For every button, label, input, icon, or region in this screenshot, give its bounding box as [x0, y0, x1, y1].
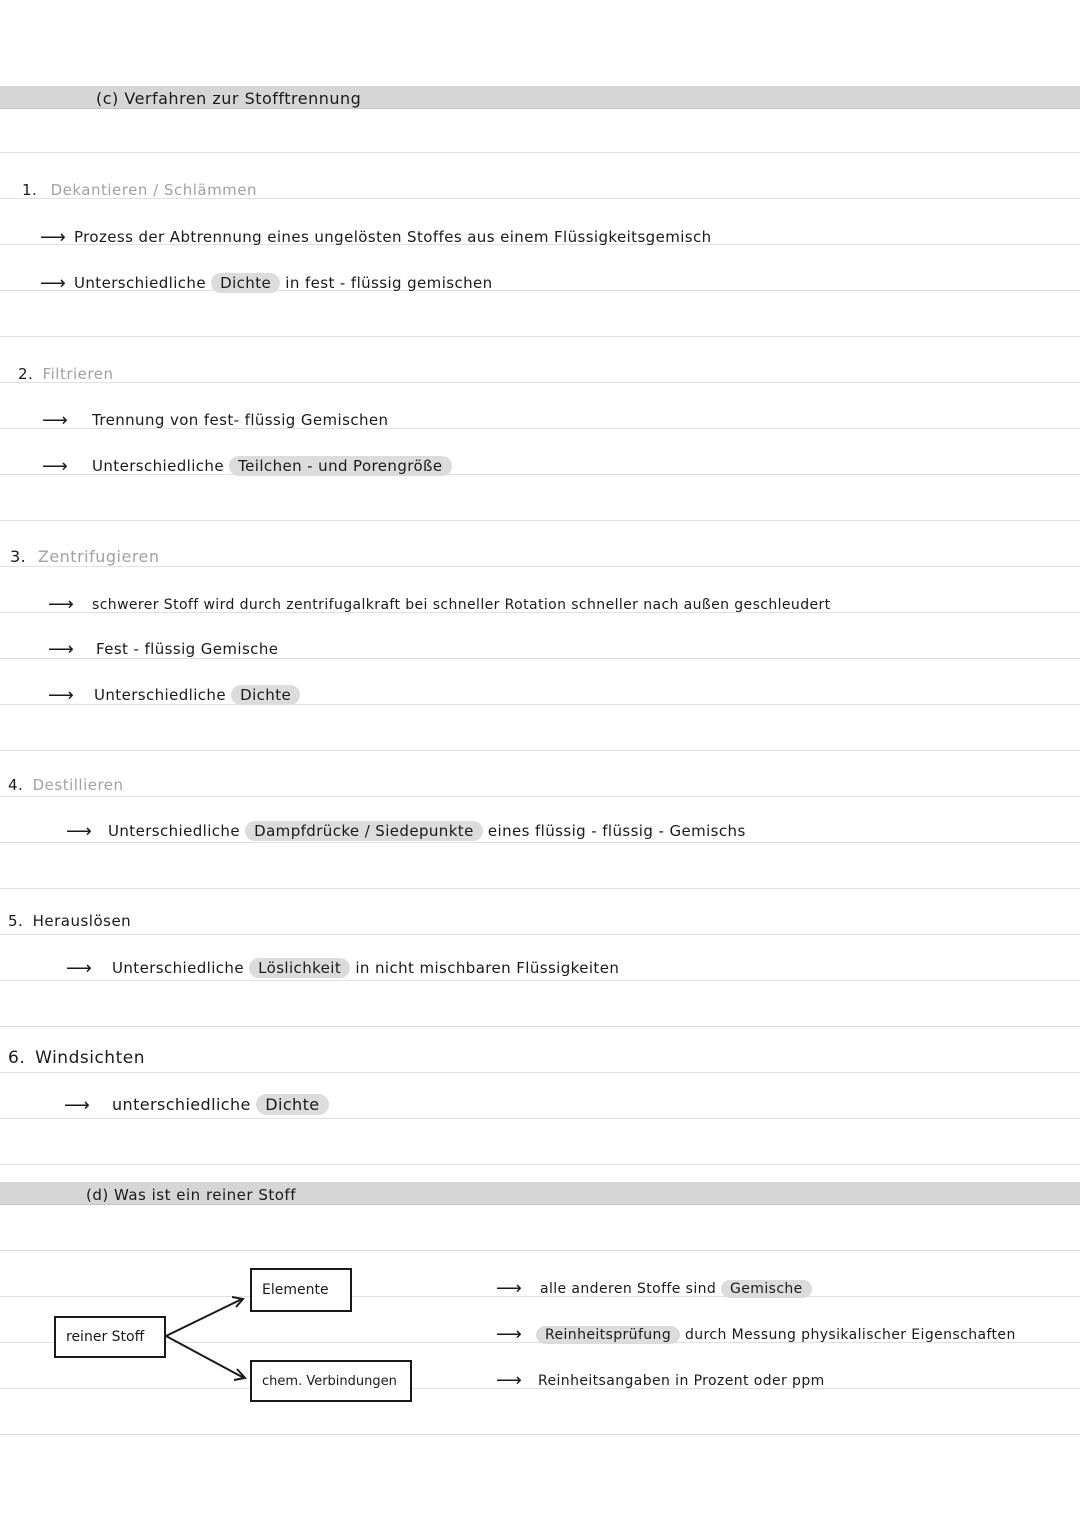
arrow-icon: ⟶: [42, 456, 69, 477]
method-1-name: Dekantieren / Schlämmen: [50, 181, 258, 199]
method-3-line-1: ⟶ schwerer Stoff wird durch zentrifugalkraft bei schneller Rotation schneller nach außen geschleudert: [48, 594, 831, 615]
method-1-line-2: ⟶ Unterschiedliche Dichte in fest - flüssig gemischen: [40, 273, 493, 294]
diagram-root-label: reiner Stoff: [66, 1329, 145, 1345]
note-2: ⟶ Reinheitsprüfung durch Messung physikalischer Eigenschaften: [496, 1324, 1016, 1345]
arrow-icon: ⟶: [64, 1095, 91, 1116]
highlight: Löslichkeit: [249, 958, 350, 978]
connector-bottom: [166, 1336, 244, 1378]
arrow-icon: ⟶: [496, 1370, 523, 1391]
arrow-icon: ⟶: [40, 273, 67, 294]
method-6-line-1: ⟶ unterschiedliche Dichte: [64, 1095, 329, 1116]
method-1-number: 1.: [22, 181, 38, 199]
method-6-number: 6.: [8, 1048, 26, 1068]
arrow-icon: ⟶: [66, 821, 93, 842]
note-1: ⟶ alle anderen Stoffe sind Gemische: [496, 1278, 812, 1299]
method-4-line-1: ⟶ Unterschiedliche Dampfdrücke / Siedepunkte eines flüssig - flüssig - Gemischs: [66, 821, 746, 842]
method-2-name: Filtrieren: [42, 365, 114, 383]
arrow-icon: ⟶: [496, 1278, 523, 1299]
method-3-number: 3.: [10, 547, 27, 566]
note-3: ⟶ Reinheitsangaben in Prozent oder ppm: [496, 1370, 825, 1391]
arrow-icon: ⟶: [40, 227, 67, 248]
method-3-name: Zentrifugieren: [37, 547, 160, 566]
diagram-top-box: [250, 1268, 352, 1312]
highlight: Dichte: [211, 273, 280, 293]
diagram-bottom-label: chem. Verbindungen: [262, 1373, 397, 1389]
method-2-number: 2.: [18, 365, 34, 383]
method-5-number: 5.: [8, 912, 24, 930]
highlight: Reinheitsprüfung: [536, 1326, 680, 1344]
method-4-name: Destillieren: [32, 776, 124, 794]
arrow-icon: ⟶: [42, 410, 69, 431]
highlight: Gemische: [721, 1280, 812, 1298]
diagram-bottom-box: [250, 1360, 412, 1402]
method-2-line-1: ⟶ Trennung von fest- flüssig Gemischen: [42, 410, 389, 431]
method-5-name: Herauslösen: [32, 912, 132, 930]
highlight: Dichte: [231, 685, 300, 705]
diagram-root-box: [54, 1316, 166, 1358]
method-6-name: Windsichten: [35, 1048, 145, 1068]
method-3-line-3: ⟶ Unterschiedliche Dichte: [48, 685, 300, 706]
arrow-icon: ⟶: [48, 639, 75, 660]
diagram-top-label: Elemente: [262, 1282, 329, 1298]
method-5-line-1: ⟶ Unterschiedliche Löslichkeit in nicht mischbaren Flüssigkeiten: [66, 958, 620, 979]
method-2-line-2: ⟶ Unterschiedliche Teilchen - und Porengröße: [42, 456, 452, 477]
arrow-icon: ⟶: [48, 685, 75, 706]
method-3-line-2: ⟶ Fest - flüssig Gemische: [48, 639, 279, 660]
arrow-icon: ⟶: [496, 1324, 523, 1345]
arrow-icon: ⟶: [48, 594, 75, 615]
arrow-icon: ⟶: [66, 958, 93, 979]
highlight: Teilchen - und Porengröße: [229, 456, 451, 476]
highlight: Dichte: [256, 1094, 328, 1115]
section-d-title: (d) Was ist ein reiner Stoff: [86, 1186, 296, 1204]
highlight: Dampfdrücke / Siedepunkte: [245, 821, 483, 841]
section-c-title: (c) Verfahren zur Stofftrennung: [96, 89, 362, 108]
method-1-line-1: ⟶ Prozess der Abtrennung eines ungelösten Stoffes aus einem Flüssigkeitsgemisch: [40, 227, 712, 248]
method-4-number: 4.: [8, 776, 24, 794]
connector-top: [166, 1299, 242, 1336]
